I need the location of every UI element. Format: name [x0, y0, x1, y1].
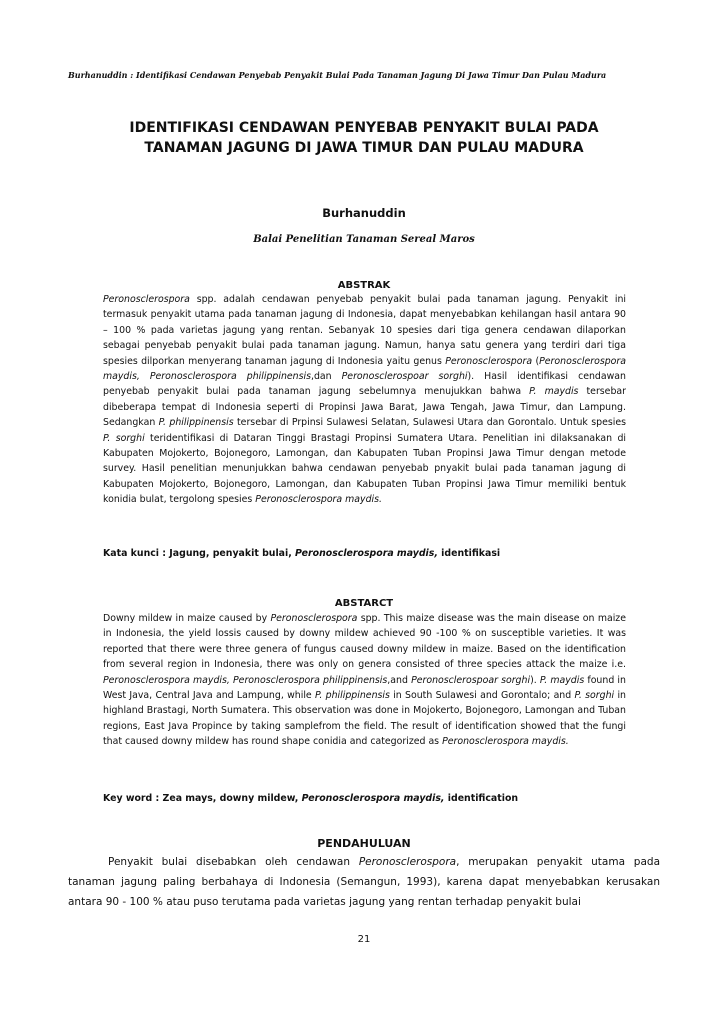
- title-line-1: IDENTIFIKASI CENDAWAN PENYEBAB PENYAKIT BULAI PADA: [129, 120, 599, 136]
- running-header: Burhanuddin : Identifikasi Cendawan Penyebab Penyakit Bulai Pada Tanaman Jagung Di Jawa Timur Dan Pulau Madura: [68, 70, 607, 80]
- abstract-text-8: P. maydis: [539, 674, 585, 686]
- pendahuluan-text-1: Penyakit bulai disebabkan oleh cendawan: [108, 856, 359, 868]
- kata-kunci-end: identifikasi: [437, 548, 501, 559]
- abstrak-text-3: Peronosclerospora: [445, 355, 533, 367]
- abstrak-text-13: P. sorghi: [103, 432, 145, 444]
- abstrak-text-10: tersebar dibeberapa tempat di Indonesia seperti di Propinsi Jawa Barat, Jawa Tengah, Jawa Timur, dan Lampung. Sedangkan: [103, 386, 626, 429]
- abstrak-text-6: ,dan: [311, 371, 342, 383]
- abstrak-heading: ABSTRAK: [337, 280, 391, 291]
- kata-kunci-label: Kata kunci : Jagung, penyakit bulai,: [103, 548, 296, 559]
- abstract-text-5: ,and: [387, 674, 412, 686]
- paper-title: [60, 118, 668, 158]
- abstrak-body: [103, 292, 626, 508]
- abstrak-text-14: teridentifikasi di Dataran Tinggi Brastagi Propinsi Sumatera Utara. Penelitian ini dilaksanakan di Kabupaten Mojokerto, Bojonegoro, Lamongan, dan Kabupaten Tuban Propinsi Jawa Timur dengan metode survey. Hasil penelitian menunjukkan bahwa cendawan penyebab pnyakit bulai pada tanaman jagung di Kabupaten Mojokerto, Bojonegoro, Lamongan, dan Kabupaten Tuban Propinsi Jawa Timur memiliki bentuk konidia bulat, tergolong spesies: [103, 432, 627, 506]
- abstrak-text-2: spp. adalah cendawan penyebab penyakit bulai pada tanaman jagung. Penyakit ini termasuk penyakit utama pada tanaman jagung di Indonesia, dapat menyebabkan kehilangan hasil antara 90 – 100 % pada varietas jagung yang rentan. Sebanyak 10 spesies dari tiga genera cendawan dilaporkan sebagai penyebab penyakit bulai pada tanaman jagung. Namun, hanya satu genera yang terdiri dari tiga spesies dilporkan menyerang tanaman jagung di Indonesia yaitu genus: [103, 294, 626, 367]
- abstract-text-6: Peronosclerospoar sorghi: [411, 674, 531, 686]
- author-name: Burhanuddin: [322, 206, 406, 220]
- page-number: 21: [357, 934, 371, 945]
- key-words-species: Peronosclerospora maydis,: [301, 793, 445, 804]
- pendahuluan-heading: PENDAHULUAN: [317, 837, 411, 850]
- key-words-label: Key word : Zea mays, downy mildew,: [103, 793, 302, 804]
- abstract-text-7: ).: [530, 674, 540, 686]
- key-words: [103, 793, 626, 804]
- abstract-body: [103, 611, 626, 750]
- abstrak-text-5: Peronosclerospora maydis, Peronosclerospora philippinensis: [103, 355, 627, 383]
- title-line-2: TANAMAN JAGUNG DI JAWA TIMUR DAN PULAU MADURA: [144, 140, 584, 156]
- abstrak-text-7: Peronosclerospoar sorghi: [341, 371, 468, 383]
- key-words-end: identification: [444, 793, 519, 804]
- abstract-heading: ABSTARCT: [334, 598, 394, 609]
- abstrak-text-12: tersebar di Prpinsi Sulawesi Selatan, Sulawesi Utara dan Gorontalo. Untuk spesies: [233, 417, 626, 429]
- pendahuluan-body: [68, 852, 660, 912]
- pendahuluan-text-2: Peronosclerospora: [358, 856, 457, 868]
- abstract-text-2: Peronosclerospora: [270, 613, 358, 624]
- abstract-text-14: Peronosclerospora maydis.: [442, 736, 569, 748]
- abstract-text-1: Downy mildew in maize caused by: [103, 613, 271, 624]
- author-affiliation: Balai Penelitian Tanaman Sereal Maros: [253, 234, 475, 245]
- abstrak-text-4: (: [532, 355, 540, 367]
- abstrak-text-9: P. maydis: [529, 386, 579, 398]
- abstract-text-4: Peronosclerospora maydis, Peronosclerospora philippinensis: [103, 674, 388, 686]
- abstract-text-9: found in West Java, Central Java and Lampung, while: [103, 674, 626, 702]
- kata-kunci: [103, 548, 626, 559]
- abstract-text-10: P. philippinensis: [315, 690, 390, 702]
- abstrak-text-8: ). Hasil identifikasi cendawan penyebab penyakit bulai pada tanaman jagung sebelumnya menujukkan bahwa: [103, 371, 626, 398]
- abstract-text-12: P. sorghi: [574, 690, 615, 702]
- abstrak-text-1: Peronosclerospora: [103, 294, 190, 305]
- abstrak-text-11: P. philippinensis: [158, 417, 234, 429]
- abstract-text-13: in highland Brastagi, North Sumatera. This observation was done in Mojokerto, Bojonegoro, Lamongan and Tuban regions, East Java Propince by taking samplefrom the field. The result of identification showed that the fungi that caused downy mildew has round shape conidia and categorized as: [103, 690, 626, 748]
- kata-kunci-species: Peronosclerospora maydis,: [295, 548, 438, 559]
- abstract-text-3: spp. This maize disease was the main disease on maize in Indonesia, the yield lossis caused by downy mildew achieved 90 -100 % on susceptible varieties. It was reported that there were three genera of fungus caused downy mildew in maize. Based on the identification from several region in Indonesia, there was only on genera consisted of three species attack the maize i.e.: [103, 613, 626, 671]
- abstract-text-11: in South Sulawesi and Gorontalo; and: [389, 690, 575, 702]
- abstrak-text-15: Peronosclerospora maydis.: [255, 494, 382, 506]
- pendahuluan-text-3: , merupakan penyakit utama pada tanaman jagung paling berbahaya di Indonesia (Semangun, 1993), karena dapat menyebabkan kerusakan antara 90 - 100 % atau puso terutama pada varietas jagung yang rentan terhadap penyakit bulai: [68, 856, 660, 908]
